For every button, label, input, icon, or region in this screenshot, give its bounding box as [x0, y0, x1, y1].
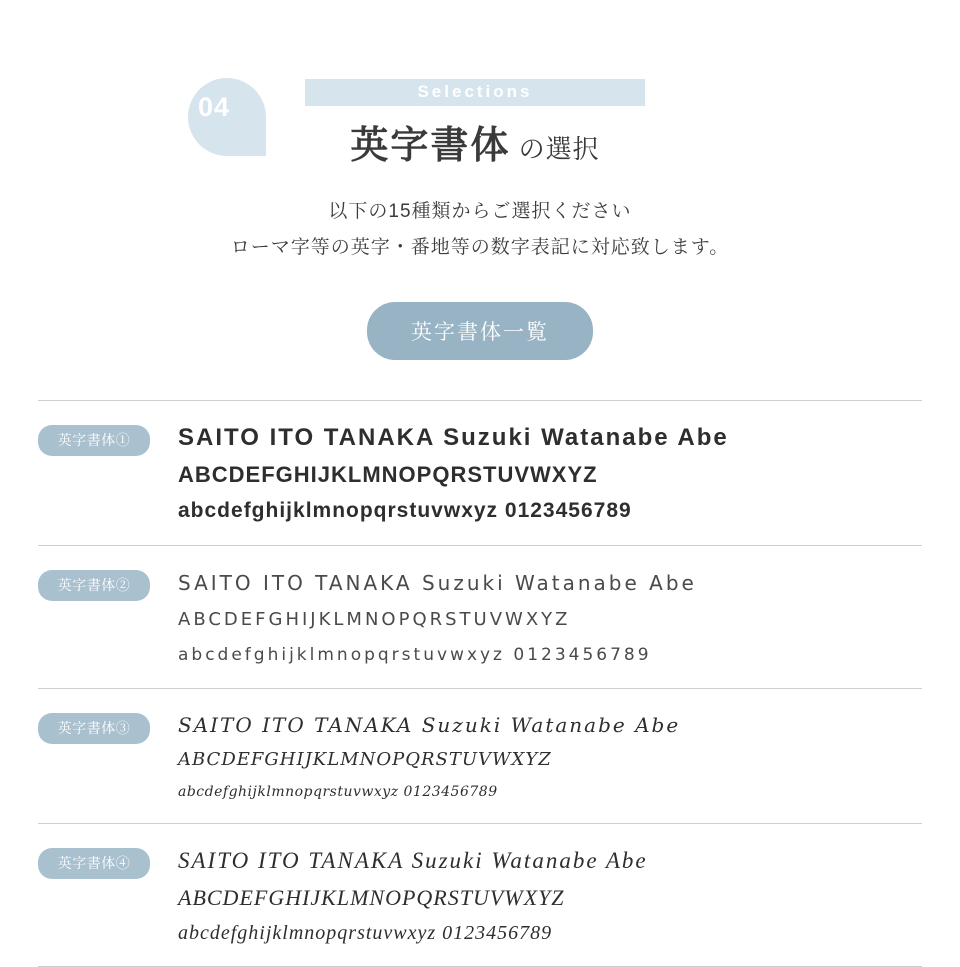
page-title [305, 114, 645, 169]
section-heading-pill-wrap [0, 302, 960, 360]
eyebrow-label: Selections [417, 82, 533, 101]
step-number: 04 [198, 92, 231, 122]
font-sample-line-lowercase-digits: abcdefghijklmnopqrstuvwxyz 0123456789 [178, 784, 498, 800]
font-sample-line-names: SAITO ITO TANAKA Suzuki Watanabe Abe [178, 571, 697, 595]
font-sample-line-uppercase: ABCDEFGHIJKLMNOPQRSTUVWXYZ [178, 749, 552, 770]
font-sample-line-lowercase-digits: abcdefghijklmnopqrstuvwxyz 0123456789 [178, 499, 632, 522]
font-tag: 英字書体② [38, 570, 150, 601]
page-header [0, 0, 960, 190]
section-heading-pill: 英字書体一覧 [367, 302, 593, 360]
font-sample-line-lowercase-digits: abcdefghijklmnopqrstuvwxyz 0123456789 [178, 922, 553, 944]
font-row[interactable] [38, 823, 922, 967]
font-sample-line-lowercase-digits: abcdefghijklmnopqrstuvwxyz 0123456789 [178, 645, 652, 665]
font-tag: 英字書体① [38, 425, 150, 456]
font-sample-line-uppercase: ABCDEFGHIJKLMNOPQRSTUVWXYZ [178, 609, 571, 630]
font-tag: 英字書体④ [38, 848, 150, 879]
font-sample-line-names: SAITO ITO TANAKA Suzuki Watanabe Abe [178, 424, 729, 451]
lead-line-1: 以下の15種類からご選択ください [328, 201, 632, 222]
page-title-suffix: の選択 [510, 134, 600, 164]
font-sample [150, 419, 922, 529]
page-title-main: 英字書体 [350, 125, 511, 167]
lead-text [0, 194, 960, 266]
font-sample-line-uppercase: ABCDEFGHIJKLMNOPQRSTUVWXYZ [178, 885, 565, 910]
font-list [0, 400, 960, 967]
font-row[interactable] [38, 545, 922, 688]
font-tag: 英字書体③ [38, 713, 150, 744]
font-sample-line-names: SAITO ITO TANAKA Suzuki Watanabe Abe [178, 848, 648, 873]
font-row[interactable] [38, 400, 922, 545]
font-sample [150, 707, 922, 807]
font-sample [150, 842, 922, 950]
font-row[interactable] [38, 688, 922, 823]
lead-line-2: ローマ字等の英字・番地等の数字表記に対応致します。 [230, 237, 730, 258]
font-sample [150, 564, 922, 672]
font-sample-line-names: SAITO ITO TANAKA Suzuki Watanabe Abe [178, 713, 681, 737]
font-sample-line-uppercase: ABCDEFGHIJKLMNOPQRSTUVWXYZ [178, 462, 598, 487]
